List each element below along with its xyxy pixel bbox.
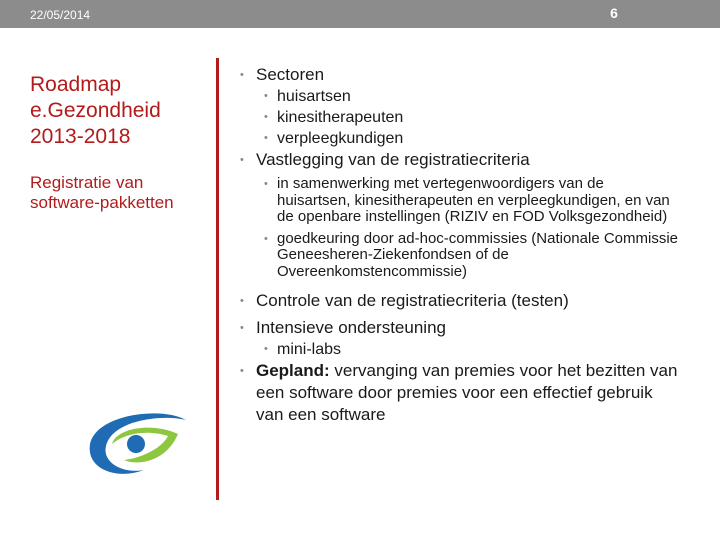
sub-bullet: • huisartsen bbox=[240, 86, 680, 107]
sub-bullet: • mini-labs bbox=[240, 339, 680, 360]
bullet-gepland bbox=[240, 360, 680, 426]
page-number: 6 bbox=[610, 5, 618, 21]
sub-bullet: • kinesitherapeuten bbox=[240, 107, 680, 128]
slide-subtitle: Registratie van software-pakketten bbox=[30, 173, 174, 212]
title-line: e.Gezondheid bbox=[30, 99, 161, 122]
slide-date: 22/05/2014 bbox=[30, 8, 91, 22]
top-bar bbox=[0, 0, 720, 28]
gepland-label: Gepland: bbox=[256, 361, 330, 380]
sub-bullet: • verpleegkundigen bbox=[240, 128, 680, 149]
sub-bullet: • in samenwerking met vertegenwoordigers van de huisartsen, kinesitherapeuten en verpleegkundigen, en van de openbare instellingen (RIZIV en FOD Volksgezondheid) bbox=[240, 176, 680, 226]
bullet-content bbox=[240, 64, 680, 426]
title-line: 2013-2018 bbox=[30, 125, 131, 148]
bullet-controle: • Controle van de registratiecriteria (testen) bbox=[240, 290, 680, 312]
sub-bullet: • goedkeuring door ad-hoc-commissies (Nationale Commissie Geneesheren-Ziekenfondsen of de Overeenkomstencommissie) bbox=[240, 231, 680, 281]
slide-title bbox=[30, 72, 205, 150]
bullet-vastlegging: • Vastlegging van de registratiecriteria bbox=[240, 149, 680, 171]
title-line: Roadmap bbox=[30, 73, 122, 96]
vertical-divider bbox=[216, 58, 219, 500]
logo-dot bbox=[127, 435, 145, 453]
bullet-sectoren: • Sectoren bbox=[240, 64, 680, 86]
gepland-text: vervanging van premies voor het bezitten van een software door premies voor een effectief gebruik van een software bbox=[256, 361, 678, 424]
riziv-logo-icon bbox=[82, 400, 192, 480]
logo-green-swoosh bbox=[112, 428, 178, 463]
bullet-intensieve: • Intensieve ondersteuning bbox=[240, 317, 680, 339]
